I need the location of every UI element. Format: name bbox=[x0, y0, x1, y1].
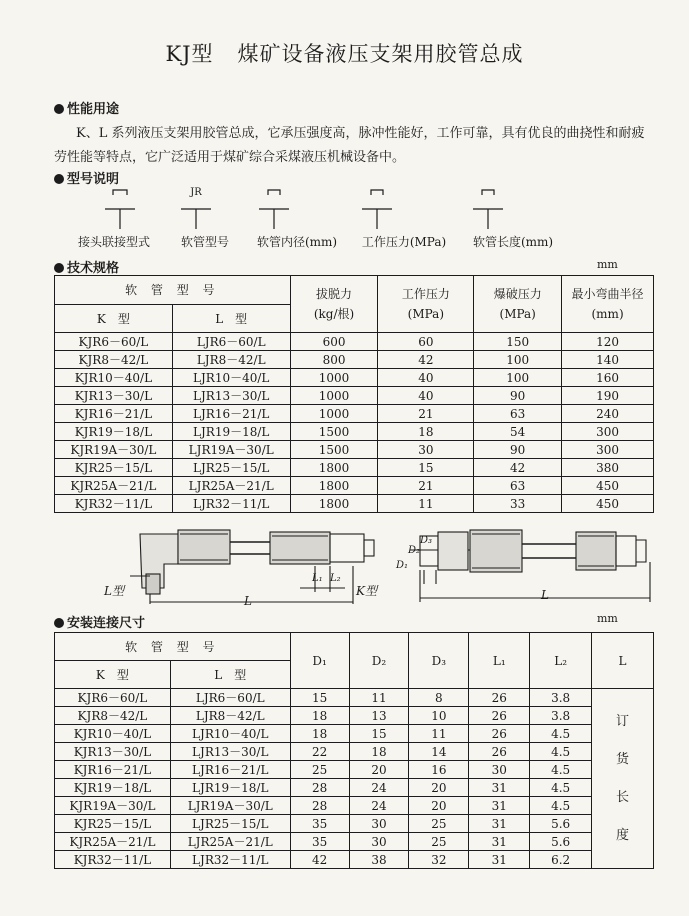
model-label-pressure: 工作压力(MPa) bbox=[361, 235, 447, 249]
burst-pressure-cell: 33 bbox=[474, 495, 562, 513]
l2-cell: 4.5 bbox=[530, 797, 592, 815]
l-type-label: L型 bbox=[104, 584, 124, 598]
k-model-cell: KJR25A－21/L bbox=[55, 833, 171, 851]
work-pressure-cell: 40 bbox=[378, 369, 474, 387]
table-row bbox=[55, 851, 654, 869]
l-model-cell: LJR8－42/L bbox=[172, 351, 290, 369]
bend-radius-cell: 120 bbox=[562, 333, 654, 351]
tech-header-work-unit: (MPa) bbox=[407, 307, 445, 321]
l-model-cell: LJR13－30/L bbox=[170, 743, 290, 761]
k-model-cell: KJR16－21/L bbox=[55, 761, 171, 779]
table-row bbox=[55, 351, 654, 369]
d3-cell: 11 bbox=[409, 725, 469, 743]
l-model-cell: LJR13－30/L bbox=[172, 387, 290, 405]
k-model-cell: KJR6－60/L bbox=[55, 333, 173, 351]
k-model-cell: KJR8－42/L bbox=[55, 351, 173, 369]
table-row bbox=[55, 405, 654, 423]
l2-cell: 6.2 bbox=[530, 851, 592, 869]
bend-radius-cell: 380 bbox=[562, 459, 654, 477]
l1-cell: 31 bbox=[469, 779, 530, 797]
table-row bbox=[55, 797, 654, 815]
l1-cell: 30 bbox=[469, 761, 530, 779]
d2-cell: 24 bbox=[349, 779, 409, 797]
model-label-length: 软管长度(mm) bbox=[472, 235, 554, 249]
k-model-cell: KJR16－21/L bbox=[55, 405, 173, 423]
k-type-label: K型 bbox=[356, 584, 377, 598]
d2-cell: 11 bbox=[349, 689, 409, 707]
burst-pressure-cell: 90 bbox=[474, 441, 562, 459]
tech-header-bend-unit: (mm) bbox=[591, 307, 624, 321]
d3-cell: 25 bbox=[409, 815, 469, 833]
bend-radius-cell: 300 bbox=[562, 423, 654, 441]
k-model-cell: KJR25－15/L bbox=[55, 815, 171, 833]
d2-cell: 13 bbox=[349, 707, 409, 725]
k-model-cell: KJR13－30/L bbox=[55, 387, 173, 405]
table-row bbox=[55, 477, 654, 495]
install-header-d1: D₁ bbox=[290, 633, 349, 689]
l-model-cell: LJR19A－30/L bbox=[170, 797, 290, 815]
work-pressure-cell: 11 bbox=[378, 495, 474, 513]
l1-cell: 31 bbox=[469, 797, 530, 815]
d3-cell: 32 bbox=[409, 851, 469, 869]
usage-paragraph: K、L 系列液压支架用胶管总成，它承压强度高，脉冲性能好，工作可靠，具有优良的曲挠性和耐疲劳性能等特点，它广泛适用于煤矿综合采煤液压机械设备中。 bbox=[54, 126, 645, 165]
bend-radius-cell: 160 bbox=[562, 369, 654, 387]
l2-label: L₂ bbox=[330, 573, 341, 584]
d1-cell: 25 bbox=[290, 761, 349, 779]
k-model-cell: KJR10－40/L bbox=[55, 725, 171, 743]
tech-header-pull-unit: (kg/根) bbox=[313, 307, 355, 321]
table-row bbox=[55, 387, 654, 405]
k-model-cell: KJR32－11/L bbox=[55, 851, 171, 869]
page-title bbox=[0, 38, 689, 68]
install-dim-table bbox=[54, 632, 654, 869]
model-label-diameter: 软管内径(mm) bbox=[256, 235, 338, 249]
table-row bbox=[55, 333, 654, 351]
d3-cell: 20 bbox=[409, 779, 469, 797]
k-model-cell: KJR19－18/L bbox=[55, 423, 173, 441]
l-model-cell: LJR25－15/L bbox=[172, 459, 290, 477]
pull-force-cell: 800 bbox=[290, 351, 378, 369]
table-row bbox=[55, 725, 654, 743]
d1-cell: 28 bbox=[290, 797, 349, 815]
order-length-char: 长 bbox=[616, 789, 630, 805]
table-row bbox=[55, 423, 654, 441]
d1-cell: 42 bbox=[290, 851, 349, 869]
k-model-cell: KJR25－15/L bbox=[55, 459, 173, 477]
install-header-d2: D₂ bbox=[349, 633, 409, 689]
l-model-cell: LJR8－42/L bbox=[170, 707, 290, 725]
d3-cell: 25 bbox=[409, 833, 469, 851]
d3-cell: 10 bbox=[409, 707, 469, 725]
install-unit: mm bbox=[597, 612, 618, 625]
table-row bbox=[55, 707, 654, 725]
k-model-cell: KJR32－11/L bbox=[55, 495, 173, 513]
l2-cell: 4.5 bbox=[530, 779, 592, 797]
d1-cell: 35 bbox=[290, 833, 349, 851]
tech-header-pull bbox=[290, 276, 378, 333]
table-row bbox=[55, 743, 654, 761]
l-model-cell: LJR16－21/L bbox=[172, 405, 290, 423]
bend-radius-cell: 140 bbox=[562, 351, 654, 369]
table-row bbox=[55, 441, 654, 459]
l-dimension-label-right: L bbox=[541, 588, 549, 602]
tech-header-burst bbox=[474, 276, 562, 333]
work-pressure-cell: 21 bbox=[378, 405, 474, 423]
section-tech-heading bbox=[54, 257, 119, 276]
bullet-icon bbox=[54, 618, 64, 628]
table-row bbox=[55, 459, 654, 477]
l1-cell: 26 bbox=[469, 689, 530, 707]
d1-cell: 18 bbox=[290, 725, 349, 743]
l1-cell: 26 bbox=[469, 707, 530, 725]
pull-force-cell: 1000 bbox=[290, 405, 378, 423]
order-length-char: 度 bbox=[616, 827, 630, 843]
order-length-char: 订 bbox=[616, 713, 630, 729]
table-row bbox=[55, 495, 654, 513]
tech-spec-table bbox=[54, 275, 654, 513]
model-label-hose: 软管型号 bbox=[180, 235, 229, 249]
d2-cell: 30 bbox=[349, 833, 409, 851]
d2-cell: 15 bbox=[349, 725, 409, 743]
l2-cell: 3.8 bbox=[530, 689, 592, 707]
d1-cell: 18 bbox=[290, 707, 349, 725]
d3-cell: 20 bbox=[409, 797, 469, 815]
l1-cell: 31 bbox=[469, 833, 530, 851]
l1-cell: 31 bbox=[469, 851, 530, 869]
l2-cell: 4.5 bbox=[530, 725, 592, 743]
l-model-cell: LJR19A－30/L bbox=[172, 441, 290, 459]
l-model-cell: LJR6－60/L bbox=[170, 689, 290, 707]
work-pressure-cell: 18 bbox=[378, 423, 474, 441]
bend-radius-cell: 190 bbox=[562, 387, 654, 405]
install-header-hose-model: 软 管 型 号 bbox=[55, 633, 291, 661]
install-heading-text: 安装连接尺寸 bbox=[67, 616, 146, 631]
d2-cell: 30 bbox=[349, 815, 409, 833]
k-model-cell: KJR6－60/L bbox=[55, 689, 171, 707]
l-model-cell: LJR25A－21/L bbox=[170, 833, 290, 851]
tech-header-burst-unit: (MPa) bbox=[499, 307, 536, 321]
l-model-cell: LJR6－60/L bbox=[172, 333, 290, 351]
tech-header-k: K 型 bbox=[55, 305, 173, 333]
pull-force-cell: 1500 bbox=[290, 441, 378, 459]
pull-force-cell: 1800 bbox=[290, 459, 378, 477]
burst-pressure-cell: 42 bbox=[474, 459, 562, 477]
install-header-L: L bbox=[592, 633, 654, 689]
pull-force-cell: 1000 bbox=[290, 369, 378, 387]
l-model-cell: LJR10－40/L bbox=[172, 369, 290, 387]
l-model-cell: LJR25－15/L bbox=[170, 815, 290, 833]
bend-radius-cell: 450 bbox=[562, 495, 654, 513]
model-jr-mark: JR bbox=[190, 187, 202, 198]
l1-cell: 31 bbox=[469, 815, 530, 833]
d2-label: D₂ bbox=[408, 545, 421, 556]
l-model-cell: LJR32－11/L bbox=[172, 495, 290, 513]
work-pressure-cell: 15 bbox=[378, 459, 474, 477]
d2-cell: 24 bbox=[349, 797, 409, 815]
d2-cell: 20 bbox=[349, 761, 409, 779]
k-model-cell: KJR19A－30/L bbox=[55, 441, 173, 459]
tech-header-burst-text: 爆破压力 bbox=[493, 287, 542, 301]
l2-cell: 5.6 bbox=[530, 833, 592, 851]
burst-pressure-cell: 90 bbox=[474, 387, 562, 405]
table-row bbox=[55, 761, 654, 779]
d3-cell: 14 bbox=[409, 743, 469, 761]
l-model-cell: LJR19－18/L bbox=[170, 779, 290, 797]
l-model-cell: LJR19－18/L bbox=[172, 423, 290, 441]
d3-label: D₃ bbox=[420, 535, 433, 546]
d1-cell: 22 bbox=[290, 743, 349, 761]
tech-header-work-text: 工作压力 bbox=[401, 287, 450, 301]
pull-force-cell: 600 bbox=[290, 333, 378, 351]
tech-header-bend-text: 最小弯曲半径 bbox=[571, 287, 644, 301]
l-dimension-label-left: L bbox=[244, 594, 252, 608]
l2-cell: 3.8 bbox=[530, 707, 592, 725]
bend-radius-cell: 450 bbox=[562, 477, 654, 495]
l2-cell: 4.5 bbox=[530, 761, 592, 779]
burst-pressure-cell: 54 bbox=[474, 423, 562, 441]
tech-heading-text: 技术规格 bbox=[67, 261, 120, 276]
table-row bbox=[55, 689, 654, 707]
install-header-l1: L₁ bbox=[469, 633, 530, 689]
bullet-icon bbox=[54, 174, 64, 184]
section-install-heading bbox=[54, 612, 145, 631]
burst-pressure-cell: 100 bbox=[474, 369, 562, 387]
l2-cell: 4.5 bbox=[530, 743, 592, 761]
d1-cell: 15 bbox=[290, 689, 349, 707]
tech-table-body bbox=[55, 333, 654, 513]
l1-cell: 26 bbox=[469, 725, 530, 743]
model-label-joint: 接头联接型式 bbox=[77, 235, 150, 249]
l-type-elbow-icon bbox=[130, 530, 374, 604]
tech-header-l: L 型 bbox=[172, 305, 290, 333]
title-model: KJ型 bbox=[165, 42, 214, 66]
work-pressure-cell: 42 bbox=[378, 351, 474, 369]
k-model-cell: KJR10－40/L bbox=[55, 369, 173, 387]
bend-radius-cell: 240 bbox=[562, 405, 654, 423]
k-model-cell: KJR19A－30/L bbox=[55, 797, 171, 815]
k-model-cell: KJR25A－21/L bbox=[55, 477, 173, 495]
d1-cell: 28 bbox=[290, 779, 349, 797]
tech-header-bend bbox=[562, 276, 654, 333]
l-model-cell: LJR16－21/L bbox=[170, 761, 290, 779]
order-length-cell bbox=[592, 689, 654, 869]
work-pressure-cell: 40 bbox=[378, 387, 474, 405]
d1-label: D₁ bbox=[396, 560, 409, 571]
bullet-icon bbox=[54, 263, 64, 273]
model-heading-text: 型号说明 bbox=[67, 172, 120, 187]
table-row bbox=[55, 779, 654, 797]
pull-force-cell: 1500 bbox=[290, 423, 378, 441]
install-header-d3: D₃ bbox=[409, 633, 469, 689]
work-pressure-cell: 30 bbox=[378, 441, 474, 459]
l2-cell: 5.6 bbox=[530, 815, 592, 833]
l1-cell: 26 bbox=[469, 743, 530, 761]
usage-heading-text: 性能用途 bbox=[67, 102, 120, 117]
order-length-char: 货 bbox=[616, 751, 630, 767]
k-model-cell: KJR13－30/L bbox=[55, 743, 171, 761]
l-model-cell: LJR10－40/L bbox=[170, 725, 290, 743]
burst-pressure-cell: 100 bbox=[474, 351, 562, 369]
burst-pressure-cell: 150 bbox=[474, 333, 562, 351]
install-table-body bbox=[55, 689, 654, 869]
l-model-cell: LJR25A－21/L bbox=[172, 477, 290, 495]
table-row bbox=[55, 833, 654, 851]
install-header-k: K 型 bbox=[55, 661, 171, 689]
l1-label: L₁ bbox=[312, 573, 323, 584]
bullet-icon bbox=[54, 104, 64, 114]
pull-force-cell: 1000 bbox=[290, 387, 378, 405]
work-pressure-cell: 60 bbox=[378, 333, 474, 351]
pull-force-cell: 1800 bbox=[290, 477, 378, 495]
d2-cell: 38 bbox=[349, 851, 409, 869]
pull-force-cell: 1800 bbox=[290, 495, 378, 513]
tech-header-hose-model: 软 管 型 号 bbox=[55, 276, 291, 305]
section-usage-heading bbox=[54, 98, 119, 117]
d3-cell: 8 bbox=[409, 689, 469, 707]
table-row bbox=[55, 815, 654, 833]
title-name: 煤矿设备液压支架用胶管总成 bbox=[237, 42, 524, 66]
model-code-diagram bbox=[0, 185, 689, 231]
tech-unit: mm bbox=[597, 258, 618, 271]
bend-radius-cell: 300 bbox=[562, 441, 654, 459]
install-header-l2: L₂ bbox=[530, 633, 592, 689]
tech-header-work bbox=[378, 276, 474, 333]
l-model-cell: LJR32－11/L bbox=[170, 851, 290, 869]
k-type-straight-icon bbox=[410, 530, 650, 602]
work-pressure-cell: 21 bbox=[378, 477, 474, 495]
d1-cell: 35 bbox=[290, 815, 349, 833]
d2-cell: 18 bbox=[349, 743, 409, 761]
table-row bbox=[55, 369, 654, 387]
d3-cell: 16 bbox=[409, 761, 469, 779]
k-model-cell: KJR19－18/L bbox=[55, 779, 171, 797]
tech-header-pull-text: 拔脱力 bbox=[316, 287, 353, 301]
install-header-l: L 型 bbox=[170, 661, 290, 689]
burst-pressure-cell: 63 bbox=[474, 477, 562, 495]
k-model-cell: KJR8－42/L bbox=[55, 707, 171, 725]
burst-pressure-cell: 63 bbox=[474, 405, 562, 423]
